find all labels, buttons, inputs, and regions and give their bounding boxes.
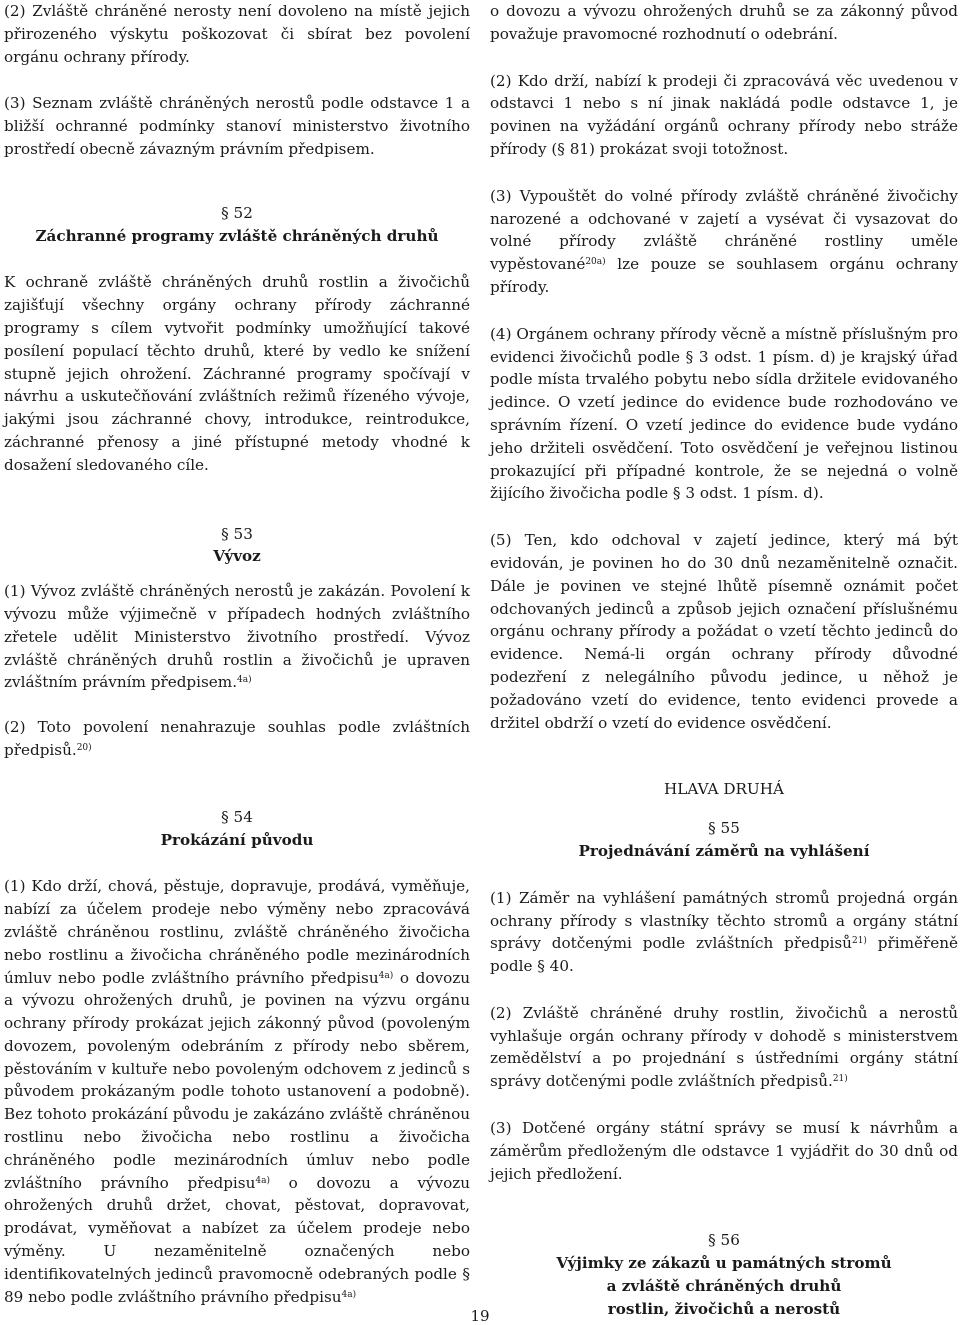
- paragraph: (4) Orgánem ochrany přírody věcně a místně příslušným pro evidenci živočichů podle § 3 odst. 1 písm. d) je krajský úřad podle místa trvalého pobytu nebo sídla držitele evidovaného jedince. O vzetí jedince do evidence bude rozhodováno ve správním řízení. O vzetí jedince do evidence bude vydáno jeho držiteli osvědčení. Toto osvědčení je veřejnou listinou prokazující při případné kontrole, že se nejedná o volně žijícího živočicha podle § 3 odst. 1 písm. d).: [490, 324, 958, 503]
- left-column: [4, 0, 470, 1308]
- footnote-ref: 20a): [585, 257, 606, 268]
- footnote-ref: 4a): [341, 1289, 357, 1300]
- paragraph: (5) Ten, kdo odchoval v zajetí jedince, který má být evidován, je povinen ho do 30 dnů nezaměnitelně označit. Dále je povinen ve stejné lhůtě písemně oznámit počet odchovaných jedinců a způsob jejich označení příslušnému orgánu ochrany přírody a požádat o vzetí těchto jedinců do evidence. Nemá-li orgán ochrany přírody důvodné podezření z nelegálního původu jedince, u něhož je požadováno vzetí do evidence, tento evidenci provede a držitel obdrží o vzetí do evidence osvědčení.: [490, 531, 958, 732]
- page-number: 19: [470, 1307, 490, 1325]
- paragraph: [490, 185, 958, 299]
- paragraph-text: přiměřeně podle § 40.: [490, 934, 959, 976]
- paragraph: [4, 875, 470, 1308]
- paragraph: K ochraně zvláště chráněných druhů rostlin a živočichů zajišťují všechny orgány ochrany přírody záchranné programy s cílem vytvořit podmínky umožňující takové posílení populací těchto druhů, které by vedlo ke snížení stupně jejich ohrožení. Záchranné programy spočívají v návrhu a uskutečňování zvláštních režimů řízeného vývoje, jakými jsou záchranné chovy, introdukce, reintrodukce, záchranné přenosy a jiné přístupné metody vhodné k dosažení sledovaného cíle.: [4, 273, 470, 474]
- paragraph-text: o dovozu a vývozu ohrožených druhů držet, chovat, pěstovat, dopravovat, prodávat, vyměňovat a nabízet za účelem prodeje nebo výměny. U nezaměnitelně označených nebo identifikovatelných jedinců pravomocně odebraných podle § 89 nebo podle zvláštního právního předpisu: [4, 1173, 470, 1306]
- paragraph-text: (2) Zvláště chráněné druhy rostlin, živočichů a nerostů vyhlašuje orgán ochrany přírody v dohodě s ministerstvem zemědělství a po projednání s ústředními orgány státní správy dotčenými podle zvláštních předpisů.: [490, 1003, 958, 1091]
- section-title-line: a zvláště chráněných druhů: [606, 1277, 842, 1296]
- paragraph: [4, 580, 470, 694]
- paragraph: (3) Dotčené orgány státní správy se musí k návrhům a záměrům předloženým dle odstavce 1 vyjádřit do 30 dnů od jejich předložení.: [490, 1119, 958, 1183]
- paragraph-text: (1) Vývoz zvláště chráněných nerostů je zakázán. Povolení k vývozu může výjimečně v případech hodných zvláštního zřetele udělit Ministerstvo životního prostředí. Vývoz zvláště chráněných druhů rostlin a živočichů je upraven zvláštním právním předpisem.: [4, 582, 470, 692]
- paragraph-text: (1) Kdo drží, chová, pěstuje, dopravuje, prodává, vyměňuje, nabízí za účelem prodeje nebo výměny nebo zpracovává zvláště chráněnou rostlinu, zvláště chráněného živočicha nebo rostlinu a živočicha chráněného podle mezinárodních úmluv nebo podle zvláštního právního předpisu: [4, 877, 470, 987]
- paragraph: o dovozu a vývozu ohrožených druhů se za zákonný původ považuje pravomocné rozhodnutí o odebrání.: [490, 2, 958, 43]
- section-number: § 53: [221, 524, 253, 543]
- section-title: Prokázání původu: [160, 830, 314, 849]
- paragraph-text: lze pouze se souhlasem orgánu ochrany přírody.: [490, 255, 958, 296]
- section-55-heading: [490, 817, 958, 863]
- paragraph-text: o dovozu a vývozu ohrožených druhů, je povinen na výzvu orgánu ochrany přírody prokázat jejich zákonný původ (povoleným dovozem, povoleným odebráním z přírody nebo sběrem, pěstováním v kultuře nebo povoleným odchovem z jedinců s původem prokázaným podle tohoto ustanovení a podobně). Bez tohoto prokázání původu je zakázáno zvláště chráněnou rostlinu nebo živočicha nebo rostlinu a živočicha chráněného podle mezinárodních úmluv nebo podle zvláštního právního předpisu: [4, 968, 470, 1192]
- chapter-heading: HLAVA DRUHÁ: [664, 780, 784, 799]
- section-title-line: rostlin, živočichů a nerostů: [607, 1299, 841, 1318]
- section-title-line: Výjimky ze zákazů u památných stromů: [556, 1254, 892, 1273]
- section-53-heading: [4, 523, 470, 569]
- section-title: Vývoz: [213, 547, 261, 566]
- footnote-ref: 4a): [378, 970, 394, 981]
- footnote-ref: 4a): [255, 1175, 270, 1186]
- paragraph-text: (2) Toto povolení nenahrazuje souhlas podle zvláštních předpisů.: [4, 718, 470, 759]
- section-number: § 52: [221, 203, 253, 222]
- paragraph: (3) Seznam zvláště chráněných nerostů podle odstavce 1 a bližší ochranné podmínky stanoví ministerstvo životního prostředí obecně závazným právním předpisem.: [4, 94, 470, 158]
- paragraph: [490, 1002, 958, 1093]
- section-number: § 56: [708, 1231, 740, 1250]
- footnote-ref: 21): [851, 936, 867, 947]
- footnote-ref: 21): [832, 1074, 848, 1085]
- paragraph: (2) Zvláště chráněné nerosty není dovoleno na místě jejich přirozeného výskytu poškozovat či sbírat bez povolení orgánu ochrany přírody.: [4, 2, 470, 66]
- footnote-ref: 20): [76, 742, 92, 753]
- footnote-ref: 4a): [237, 675, 252, 686]
- right-column: [490, 0, 958, 1321]
- paragraph: (2) Kdo drží, nabízí k prodeji či zpracovává věc uvedenou v odstavci 1 nebo s ní jinak nakládá podle odstavce 1, je povinen na vyžádání orgánů ochrany přírody nebo stráže přírody (§ 81) prokázat svoji totožnost.: [490, 71, 958, 158]
- section-title: Projednávání záměrů na vyhlášení: [578, 841, 870, 860]
- paragraph: [490, 887, 958, 978]
- section-54-heading: [4, 806, 470, 852]
- section-title: Záchranné programy zvláště chráněných druhů: [35, 226, 439, 245]
- section-number: § 54: [221, 807, 253, 826]
- section-52-heading: [4, 202, 470, 248]
- paragraph: [4, 716, 470, 762]
- section-number: § 55: [708, 819, 740, 838]
- paragraph-text: (1) Záměr na vyhlášení památných stromů projedná orgán ochrany přírody s vlastníky těchto stromů a orgány státní správy dotčenými podle zvláštních předpisů: [490, 888, 958, 953]
- paragraph-text: (3) Vypouštět do volné přírody zvláště chráněné živočichy narozené a odchované v zajetí a vysévat či vysazovat do volné přírody zvláště chráněné rostliny uměle vypěstované: [490, 186, 958, 274]
